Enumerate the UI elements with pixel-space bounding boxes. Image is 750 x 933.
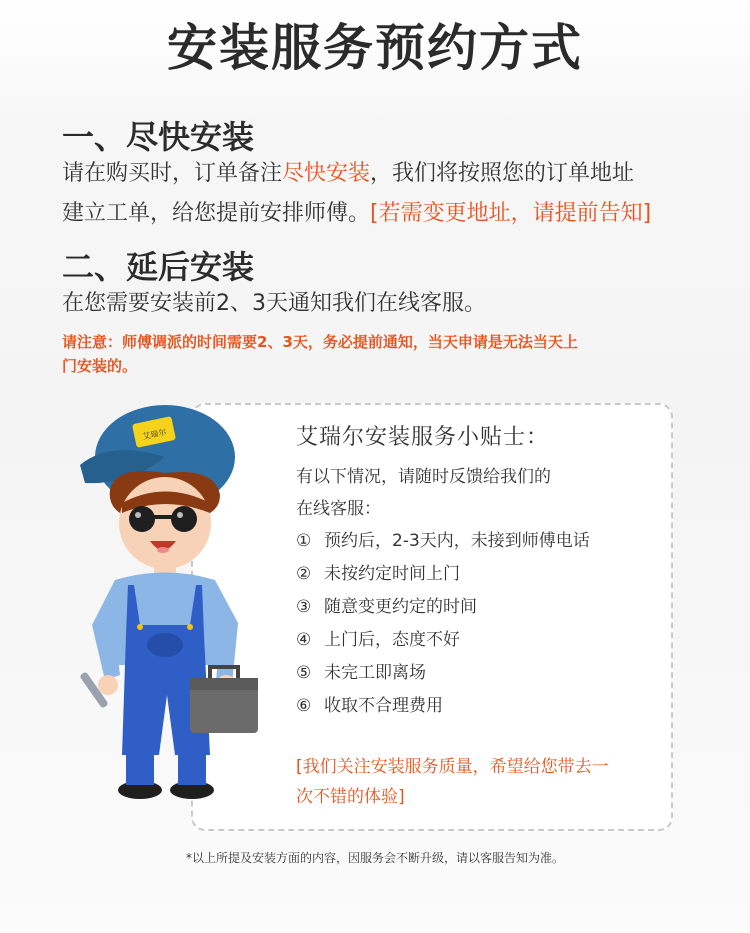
tongue [157,547,169,553]
tip-text: 未按约定时间上门 [324,564,460,584]
tip-number: ② [296,564,312,584]
lens-glint [177,512,183,518]
tips-subtitle-line-1: 有以下情况，请随时反馈给我们的 [296,467,551,487]
text-segment: ，我们将按照您的订单地址 [370,161,635,186]
tips-footer [296,752,656,812]
tip-item [296,658,426,683]
left-leg [126,755,154,785]
tip-number: ① [296,531,312,551]
lens-glint [135,512,141,518]
tip-item [296,559,460,584]
tip-number: ④ [296,630,312,650]
section-delayed-line-1: 在您需要安装前2、3天通知我们在线客服。 [62,291,486,316]
left-hand [98,675,118,695]
section-asap-line-1 [62,154,634,194]
page-title: 安装服务预约方式 [167,19,583,77]
sunglasses-right-lens [171,506,197,532]
overalls-pocket [147,633,183,657]
section-asap-line-2 [62,194,651,234]
tip-number: ⑤ [296,663,312,683]
tip-text: 未完工即离场 [324,663,426,683]
section-heading-delayed: 二、延后安装 [62,248,255,286]
tip-item [296,625,460,650]
notice-text [62,330,682,378]
tip-item [296,526,590,551]
highlight-address-change: [若需变更地址，请提前告知] [370,201,652,226]
notice-line-2: 门安装的。 [62,357,138,375]
overalls-button [137,624,143,630]
text-segment: 请在购买时，订单备注 [62,161,283,186]
tip-number: ⑥ [296,696,312,716]
tip-item [296,592,477,617]
tips-footer-line-2: 次不错的体验] [296,787,405,807]
highlight-asap: 尽快安装 [282,161,371,186]
tip-text: 随意变更约定的时间 [324,597,477,617]
tip-number: ③ [296,597,312,617]
sunglasses-bridge [154,515,172,519]
tip-text: 收取不合理费用 [324,696,443,716]
footnote: *以上所提及安装方面的内容，因服务会不断升级，请以客服告知为准。 [185,851,564,865]
right-leg [178,755,206,785]
tips-footer-line-1: [我们关注安装服务质量，希望给您带去一 [296,757,609,777]
sunglasses-left-lens [129,506,155,532]
technician-mascot-illustration [70,395,270,820]
notice-line-1: 请注意：师傅调派的时间需要2、3天，务必提前通知，当天申请是无法当天上 [62,333,578,351]
toolbox-lid [190,678,258,690]
text-segment: 建立工单，给您提前安排师傅。 [62,201,371,226]
section-heading-asap: 一、尽快安装 [62,118,255,156]
overalls-button [187,624,193,630]
tip-text: 预约后，2-3天内，未接到师傅电话 [324,531,590,551]
cap-badge-text: 艾瑞尔 [141,427,168,442]
tips-subtitle-line-2: 在线客服： [296,499,381,519]
tip-text: 上门后，态度不好 [324,630,460,650]
tip-item [296,691,443,716]
tips-title: 艾瑞尔安装服务小贴士： [296,425,550,450]
